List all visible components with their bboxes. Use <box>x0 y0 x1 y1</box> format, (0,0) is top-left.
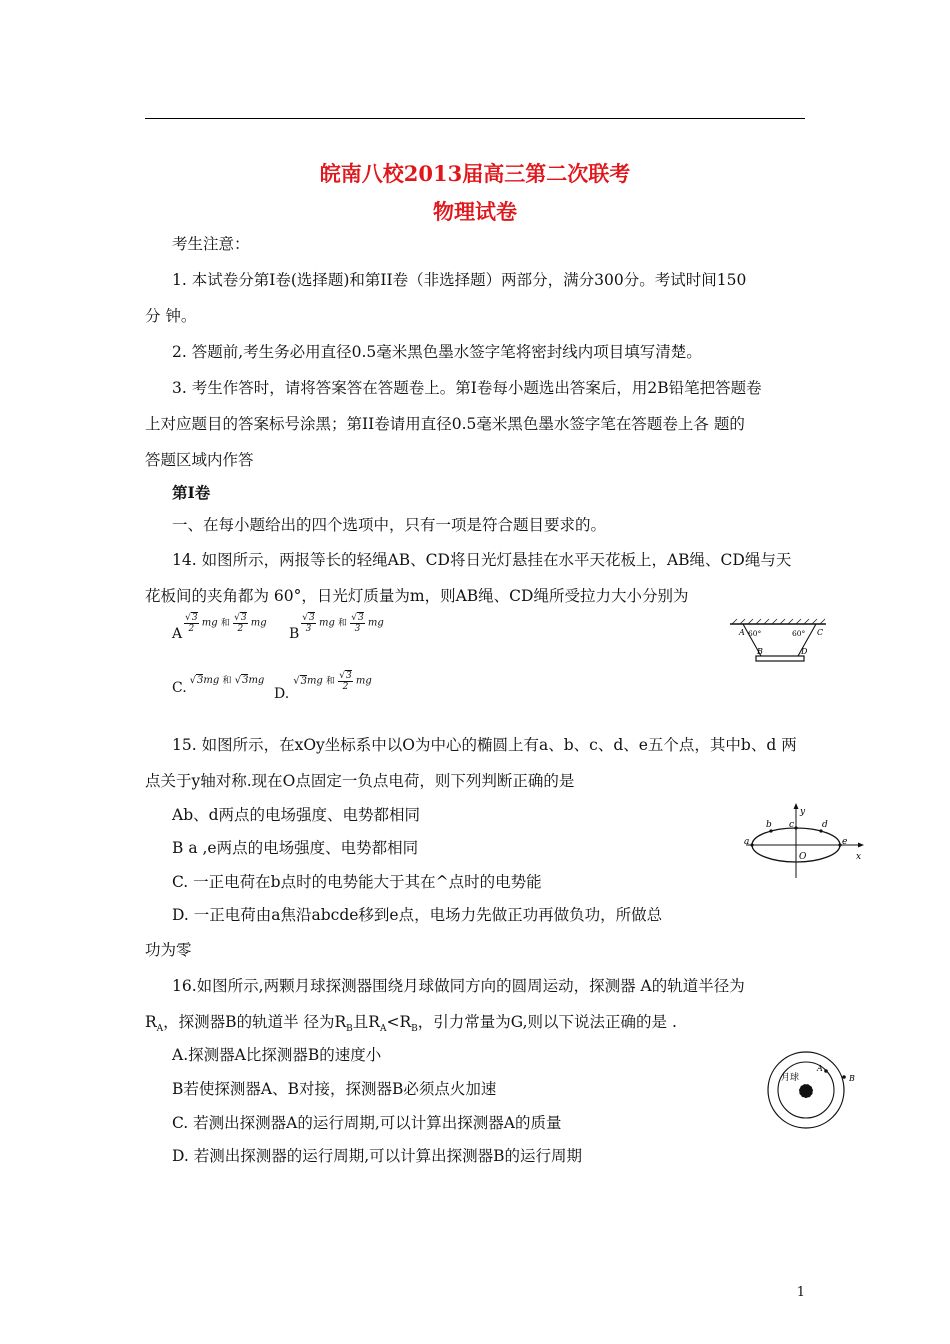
q15-option-d-line-1: D. 一正电荷由a焦沿abcde移到e点，电场力先做正功再做负功，所做总 <box>172 906 663 924</box>
q14-stem-line-1: 14. 如图所示，两报等长的轻绳AB、CD将日光灯悬挂在水平天花板上，AB绳、CD绳与天 <box>172 551 792 569</box>
q15-option-a: Ab、d两点的电场强度、电势都相同 <box>172 806 421 824</box>
q15-stem-line-2: 点关于y轴对称.现在O点固定一负点电荷，则下列判断正确的是 <box>145 772 575 790</box>
q14-b-fraction-1: $\frac{√3}{3}$ <box>302 613 315 634</box>
q14-figure-angle-right: 60° <box>792 629 806 638</box>
q15-option-c: C. 一正电荷在b点时的电势能大于其在^点时的电势能 <box>172 873 542 891</box>
q14-d-fraction: $\frac{√3}{2}$ <box>339 671 352 692</box>
q14-figure-label-d: D <box>801 647 808 656</box>
notice-item-3-line-3: 答题区域内作答 <box>145 451 254 469</box>
q14-option-a: A $\frac{√3}{2}$ mg 和 $\frac{√3}{2}$ mg <box>172 613 267 642</box>
q16-figure-moon: 月球 <box>781 1073 800 1083</box>
notice-heading: 考生注意： <box>172 235 250 253</box>
q16-orbit-figure <box>764 1040 864 1140</box>
notice-item-1-line-1: 1. 本试卷分第Ⅰ卷(选择题)和第II卷（非选择题）两部分，满分300分。考试时间150 <box>172 271 747 289</box>
q15-figure-c: c <box>789 820 795 830</box>
q16-option-a: A.探测器A比探测器B的速度小 <box>172 1046 382 1064</box>
q15-figure-o: O <box>799 852 807 862</box>
q16-figure-b: B <box>849 1074 855 1083</box>
q15-figure-a: a <box>744 837 750 847</box>
q14-a-fraction-1: $\frac{√3}{2}$ <box>185 613 198 634</box>
q14-option-a-label: A <box>172 626 183 642</box>
section-1-heading: 第Ⅰ卷 <box>172 483 211 502</box>
q15-figure-e: e <box>842 837 848 847</box>
q16-option-d: D. 若测出探测器的运行周期,可以计算出探测器B的运行周期 <box>172 1147 583 1165</box>
exam-subtitle: 物理试卷 <box>433 199 517 224</box>
exam-title: 皖南八校2013届高三第二次联考 <box>319 161 631 186</box>
q14-option-b-label: B <box>289 626 300 642</box>
q14-figure-label-c: C <box>817 628 824 637</box>
section-1-instruction: 一、在每小题给出的四个选项中，只有一项是符合题目要求的。 <box>172 516 607 534</box>
q14-option-b: B $\frac{√3}{3}$ mg 和 $\frac{√3}{3}$ mg <box>289 613 384 642</box>
q15-figure-y: y <box>800 807 806 817</box>
q14-figure-label-a: A <box>739 628 745 637</box>
q14-figure-label-b: B <box>757 647 763 656</box>
q14-option-d: D. √3mg 和 $\frac{√3}{2}$ mg <box>274 671 372 702</box>
q14-option-c-label: C. <box>172 680 187 696</box>
page-number: 1 <box>796 1285 805 1300</box>
q14-a-fraction-2: $\frac{√3}{2}$ <box>234 613 247 634</box>
q14-lamp-figure <box>728 618 828 670</box>
q16-stem-line-1: 16.如图所示,两颗月球探测器围绕月球做同方向的圆周运动，探测器 A的轨道半径为 <box>172 977 745 995</box>
q14-b-fraction-2: $\frac{√3}{3}$ <box>351 613 364 634</box>
q16-stem-line-2: $R_A$，探测器B的轨道半 径为$R_B$且$R_A<R_B$，引力常量为G,则以下说法正确的是 . <box>145 1013 677 1035</box>
q16-option-c: C. 若测出探测器A的运行周期,可以计算出探测器A的质量 <box>172 1114 562 1132</box>
q15-option-d-line-2: 功为零 <box>145 941 192 959</box>
notice-item-1-line-2: 分 钟。 <box>145 307 197 325</box>
q14-figure-angle-left: 60° <box>748 629 762 638</box>
q14-stem-line-2: 花板间的夹角都为 60°，日光灯质量为m，则AB绳、CD绳所受拉力大小分别为 <box>145 587 689 605</box>
notice-item-2: 2. 答题前,考生务必用直径0.5毫米黑色墨水签字笔将密封线内项目填写清楚。 <box>172 343 702 361</box>
q15-figure-x: x <box>856 852 862 862</box>
header-rule <box>145 118 805 119</box>
q15-figure-d: d <box>822 820 828 830</box>
q16-option-b: B若使探测器A、B对接，探测器B必须点火加速 <box>172 1080 497 1098</box>
notice-item-3-line-1: 3. 考生作答时，请将答案答在答题卷上。第Ⅰ卷每小题选出答案后，用2B铅笔把答题卷 <box>172 379 762 397</box>
q16-figure-a: A <box>817 1064 823 1073</box>
notice-item-3-line-2: 上对应题目的答案标号涂黑；第II卷请用直径0.5毫米黑色墨水签字笔在答题卷上各 题的 <box>145 415 745 433</box>
q14-option-c: C. √3mg 和 √3mg <box>172 675 265 696</box>
q15-ellipse-figure <box>738 800 868 880</box>
q15-option-b: B a ,e两点的电场强度、电势都相同 <box>172 839 419 857</box>
q14-option-d-label: D. <box>274 686 290 702</box>
q15-figure-b: b <box>766 820 772 830</box>
q15-stem-line-1: 15. 如图所示，在xOy坐标系中以O为中心的椭圆上有a、b、c、d、e五个点，其中b、d 两 <box>172 736 797 754</box>
